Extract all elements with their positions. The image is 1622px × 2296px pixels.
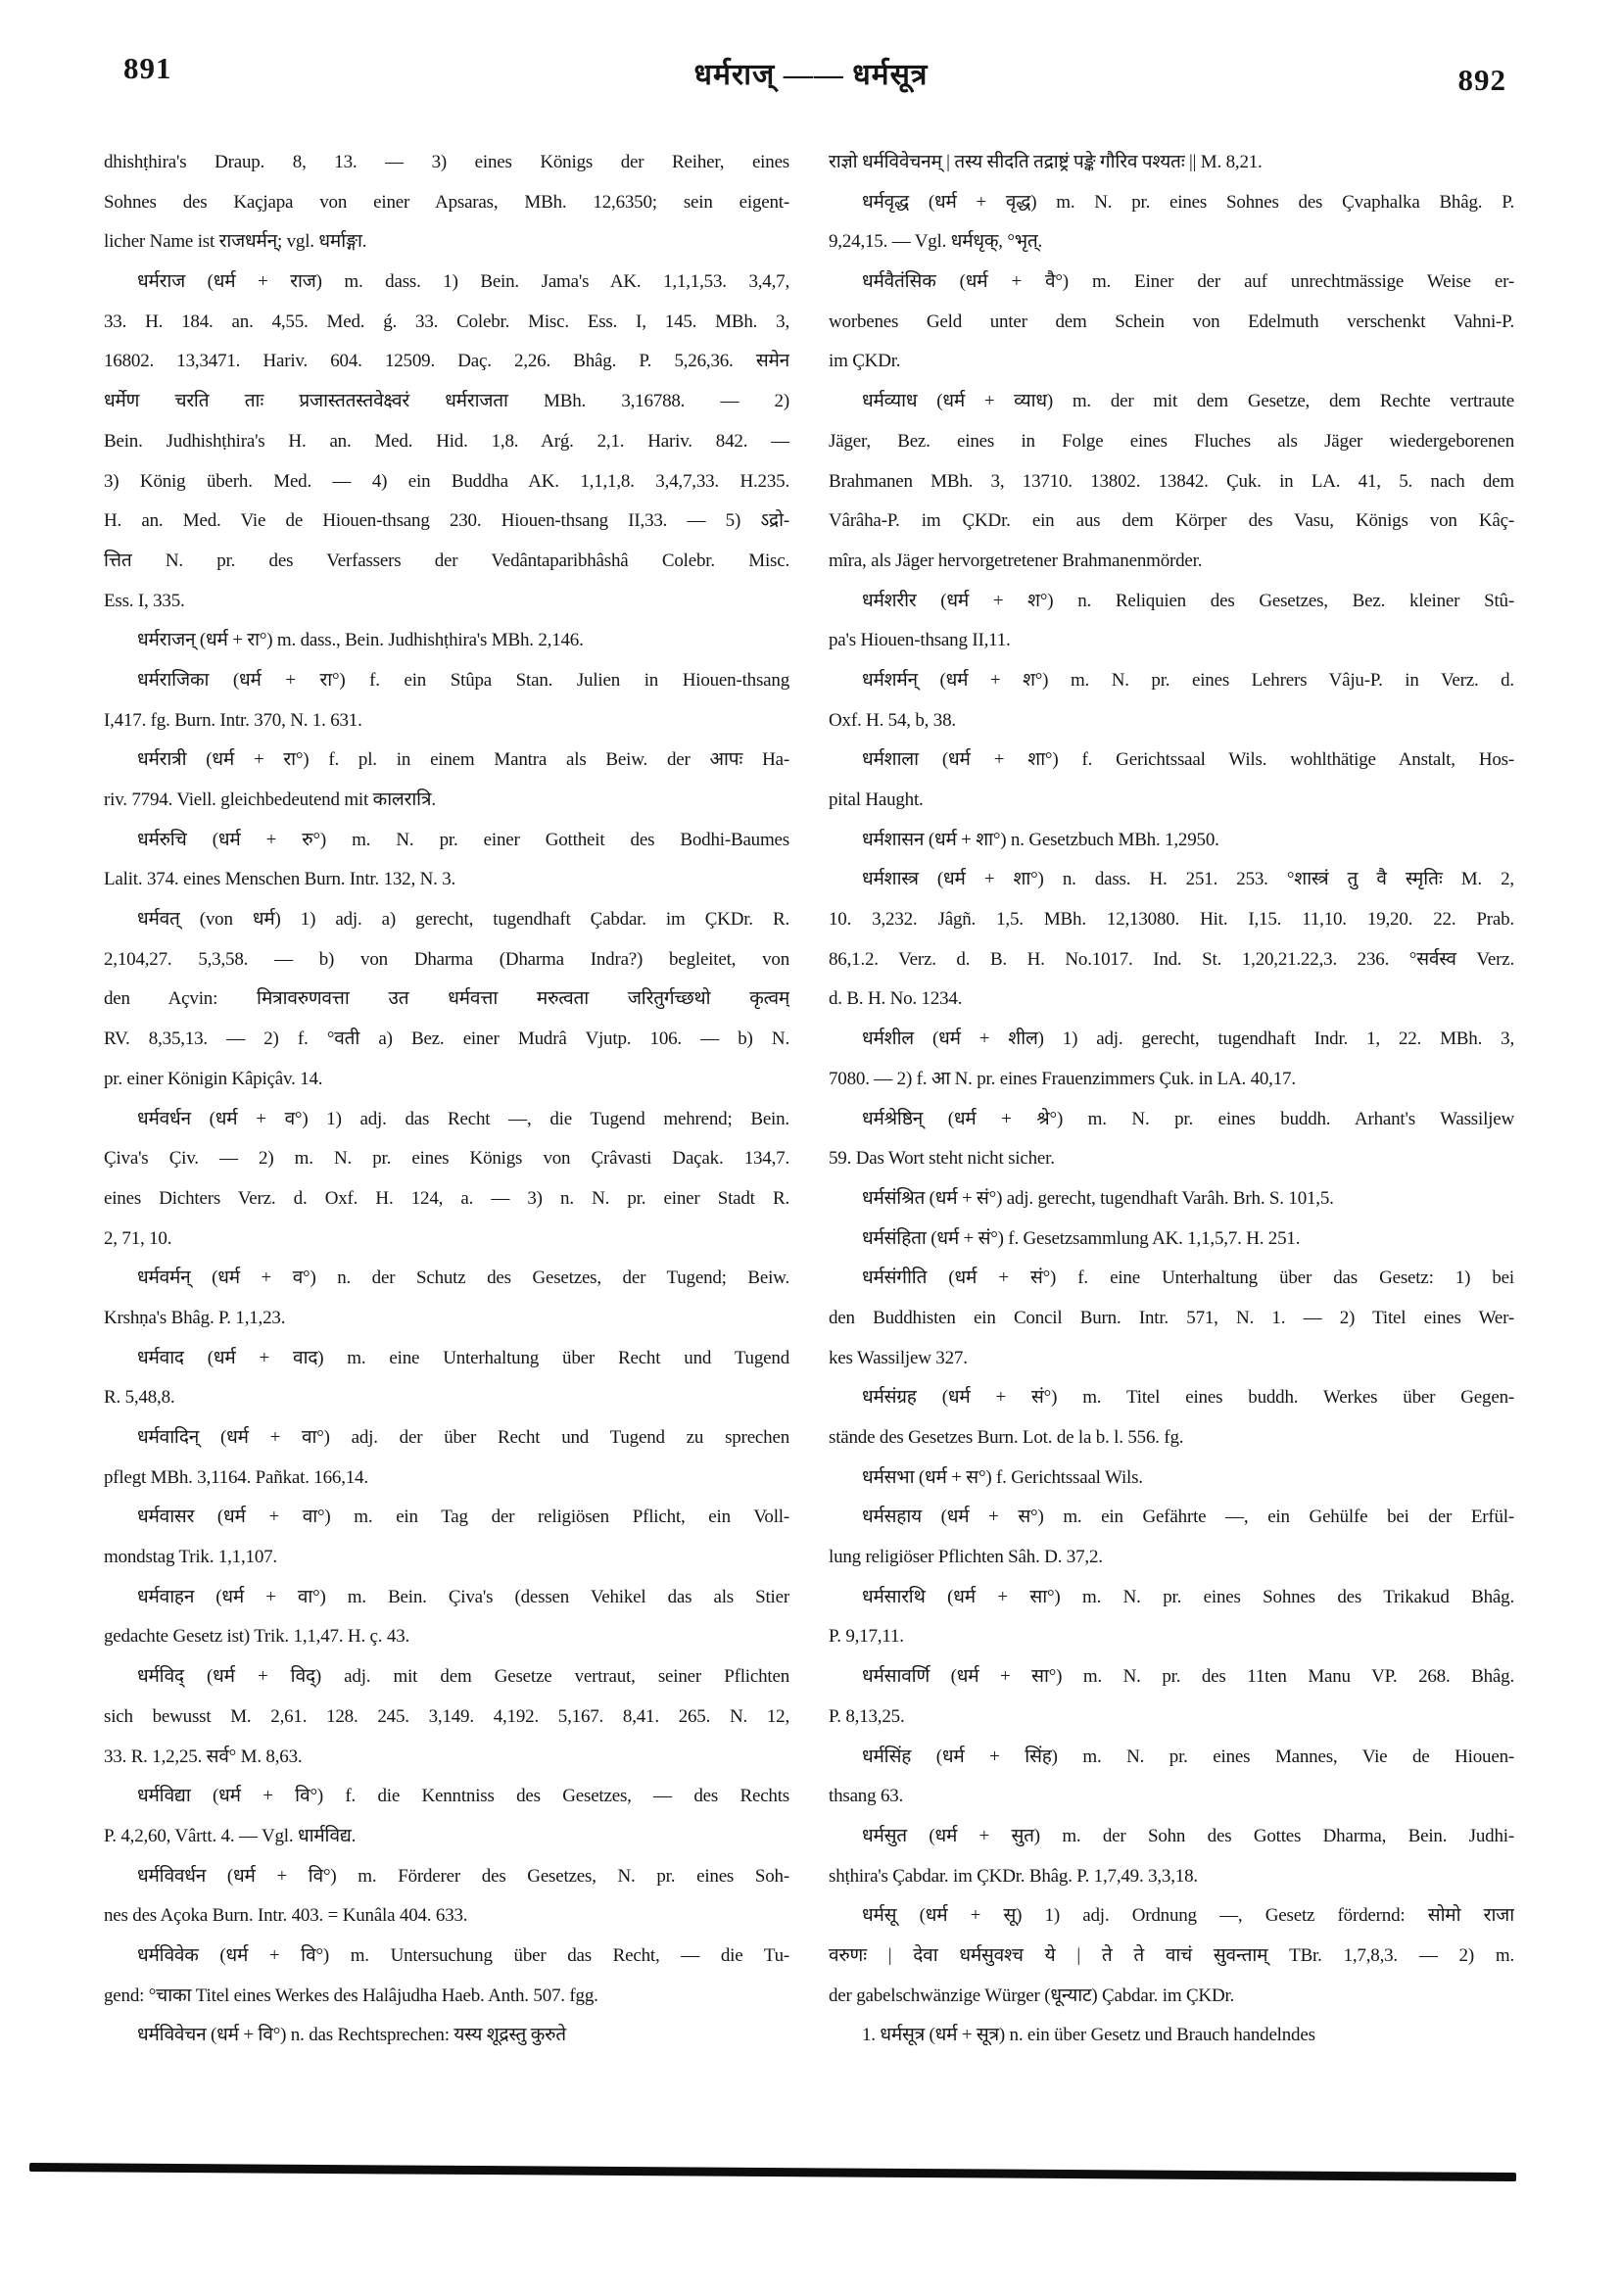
text-line: धर्मवाद (धर्म + वाद) m. eine Unterhaltung über Recht und Tugend	[137, 1347, 789, 1368]
text-line: pa's Hiouen-thsang II,11.	[829, 630, 1011, 651]
text-line: राज्ञो धर्मविवेचनम् | तस्य सीदति तद्राष्ट्रं पङ्के गौरिव पश्यतः || M. 8,21.	[829, 152, 1263, 172]
text-line: dhishṭhira's Draup. 8, 13. — 3) eines Königs der Reiher, eines	[104, 152, 789, 172]
text-line: धर्मसंगीति (धर्म + सं°) f. eine Unterhaltung über das Gesetz: 1) bei	[862, 1268, 1514, 1289]
text-line: धर्मराजन् (धर्म + रा°) m. dass., Bein. Judhishṭhira's MBh. 2,146.	[137, 630, 584, 651]
text-line: den Açvin: मित्रावरुणवत्ता उत धर्मवत्ता मरुत्वता जरितुर्गच्छथो कृत्वम्	[104, 988, 789, 1010]
text-line: I,417. fg. Burn. Intr. 370, N. 1. 631.	[104, 709, 362, 731]
text-line: धर्मवाहन (धर्म + वा°) m. Bein. Çiva's (dessen Vehikel das als Stier	[137, 1586, 789, 1607]
text-line: धर्मविवेचन (धर्म + वि°) n. das Rechtsprechen: यस्य शूद्रस्तु कुरुते	[137, 2025, 566, 2046]
text-line: lung religiöser Pflichten Sâh. D. 37,2.	[829, 1547, 1103, 1568]
text-line: धर्मशर्मन् (धर्म + श°) m. N. pr. eines Lehrers Vâju-P. in Verz. d.	[862, 669, 1514, 691]
text-line: Çiva's Çiv. — 2) m. N. pr. eines Königs von Çrâvasti Daçak. 134,7.	[104, 1148, 789, 1170]
text-line: 7080. — 2) f. आ N. pr. eines Frauenzimmers Çuk. in LA. 40,17.	[829, 1068, 1296, 1089]
text-line: धर्मव्याध (धर्म + व्याध) m. der mit dem Gesetze, dem Rechte vertraute	[862, 391, 1514, 412]
text-line: 59. Das Wort steht nicht sicher.	[829, 1148, 1055, 1170]
text-line: धर्मेण चरति ताः प्रजास्ततस्तवेक्ष्वरं धर्मराजता MBh. 3,16788. — 2)	[104, 391, 789, 412]
text-line: sich bewusst M. 2,61. 128. 245. 3,149. 4,192. 5,167. 8,41. 265. N. 12,	[104, 1705, 789, 1727]
text-line: eines Dichters Verz. d. Oxf. H. 124, a. — 3) n. N. pr. einer Stadt R.	[104, 1187, 789, 1209]
text-line: P. 9,17,11.	[829, 1626, 904, 1648]
text-line: धर्मसभा (धर्म + स°) f. Gerichtssaal Wils.	[862, 1466, 1143, 1488]
text-line: d. B. H. No. 1234.	[829, 988, 963, 1010]
text-line: धर्मविवर्धन (धर्म + वि°) m. Förderer des Gesetzes, N. pr. eines Soh-	[137, 1865, 789, 1887]
text-line: 3) König überh. Med. — 4) ein Buddha AK. 1,1,1,8. 3,4,7,33. H.235.	[104, 470, 789, 492]
page-number-left: 891	[123, 51, 172, 85]
text-line: shṭhira's Çabdar. im ÇKDr. Bhâg. P. 1,7,49. 3,3,18.	[829, 1865, 1198, 1887]
text-line: 33. R. 1,2,25. सर्व° M. 8,63.	[104, 1746, 303, 1767]
text-line: धर्मराज (धर्म + राज) m. dass. 1) Bein. Jama's AK. 1,1,1,53. 3,4,7,	[137, 271, 789, 293]
text-line: stände des Gesetzes Burn. Lot. de la b. l. 556. fg.	[829, 1427, 1184, 1448]
text-line: Lalit. 374. eines Menschen Burn. Intr. 132, N. 3.	[104, 869, 456, 890]
bottom-rule	[29, 2163, 1516, 2181]
text-body	[104, 143, 1514, 2056]
text-line: धर्मसारथि (धर्म + सा°) m. N. pr. eines Sohnes des Trikakud Bhâg.	[862, 1586, 1514, 1607]
text-line: der gabelschwänzige Würger (धून्याट) Çabdar. im ÇKDr.	[829, 1985, 1235, 2006]
text-line: धर्मवत् (von धर्म) 1) adj. a) gerecht, tugendhaft Çabdar. im ÇKDr. R.	[137, 909, 789, 931]
text-line: 1. धर्मसूत्र (धर्म + सूत्र) n. ein über Gesetz und Brauch handelndes	[862, 2025, 1315, 2046]
text-line: Bein. Judhishṭhira's H. an. Med. Hid. 1,8. Arǵ. 2,1. Hariv. 842. —	[104, 430, 789, 452]
text-line: H. an. Med. Vie de Hiouen-thsang 230. Hiouen-thsang II,33. — 5) ऽद्रो-	[104, 510, 789, 532]
text-line: RV. 8,35,13. — 2) f. °वती a) Bez. einer Mudrâ Vjutp. 106. — b) N.	[104, 1028, 789, 1050]
text-line: mîra, als Jäger hervorgetretener Brahmanenmörder.	[829, 550, 1203, 571]
text-line: धर्मवादिन् (धर्म + वा°) adj. der über Recht und Tugend zu sprechen	[137, 1427, 789, 1448]
text-line: धर्मसंग्रह (धर्म + सं°) m. Titel eines buddh. Werkes über Gegen-	[862, 1387, 1514, 1409]
text-line: धर्मरात्री (धर्म + रा°) f. pl. in einem Mantra als Beiw. der आपः Ha-	[137, 749, 789, 771]
running-head-title: धर्मराज् —— धर्मसूत्र	[693, 59, 929, 91]
text-line: धर्मसहाय (धर्म + स°) m. ein Gefährte —, ein Gehülfe bei der Erfül-	[862, 1507, 1514, 1528]
text-line: धर्मविद्या (धर्म + वि°) f. die Kenntniss des Gesetzes, — des Rechts	[137, 1786, 789, 1807]
text-line: धर्मशरीर (धर्म + श°) n. Reliquien des Gesetzes, Bez. kleiner Stû-	[862, 590, 1514, 611]
text-line: im ÇKDr.	[829, 351, 901, 372]
text-line: त्तित N. pr. des Verfassers der Vedântaparibhâshâ Colebr. Misc.	[104, 550, 789, 571]
right-column	[829, 143, 1514, 2056]
text-line: mondstag Trik. 1,1,107.	[104, 1547, 277, 1568]
text-line: Jäger, Bez. eines in Folge eines Fluches als Jäger wiedergeborenen	[829, 430, 1514, 452]
text-line: Vârâha-P. im ÇKDr. ein aus dem Körper des Vasu, Königs von Kâç-	[829, 510, 1514, 532]
text-line: 33. H. 184. an. 4,55. Med. ǵ. 33. Colebr. Misc. Ess. I, 145. MBh. 3,	[104, 311, 789, 332]
text-line: licher Name ist राजधर्मन्; vgl. धर्माङ्गा.	[104, 231, 367, 253]
text-line: Oxf. H. 54, b, 38.	[829, 709, 956, 731]
text-line: kes Wassiljew 327.	[829, 1347, 968, 1368]
text-line: धर्मवैतंसिक (धर्म + वै°) m. Einer der auf unrechtmässige Weise er-	[862, 271, 1514, 293]
text-line: धर्मवासर (धर्म + वा°) m. ein Tag der religiösen Pflicht, ein Voll-	[137, 1507, 789, 1528]
text-line: धर्मसंहिता (धर्म + सं°) f. Gesetzsammlung AK. 1,1,5,7. H. 251.	[862, 1227, 1301, 1249]
text-line: धर्मशास्त्र (धर्म + शा°) n. dass. H. 251. 253. °शास्त्रं तु वै स्मृतिः M. 2,	[862, 869, 1514, 890]
text-line: thsang 63.	[829, 1786, 904, 1807]
text-line: धर्मश्रेष्ठिन् (धर्म + श्रे°) m. N. pr. eines buddh. Arhant's Wassiljew	[862, 1108, 1514, 1129]
text-line: धर्मसिंह (धर्म + सिंह) m. N. pr. eines Mannes, Vie de Hiouen-	[862, 1746, 1514, 1767]
text-line: 2,104,27. 5,3,58. — b) von Dharma (Dharma Indra?) begleitet, von	[104, 948, 789, 970]
text-line: nes des Açoka Burn. Intr. 403. = Kunâla 404. 633.	[104, 1905, 468, 1927]
text-line: worbenes Geld unter dem Schein von Edelmuth verschenkt Vahni-P.	[829, 311, 1514, 332]
text-line: धर्मराजिका (धर्म + रा°) f. ein Stûpa Stan. Julien in Hiouen-thsang	[137, 669, 789, 691]
text-line: den Buddhisten ein Concil Burn. Intr. 571, N. 1. — 2) Titel eines Wer-	[829, 1307, 1514, 1328]
text-line: 16802. 13,3471. Hariv. 604. 12509. Daç. 2,26. Bhâg. P. 5,26,36. समेन	[104, 351, 789, 372]
text-line: riv. 7794. Viell. gleichbedeutend mit कालरात्रि.	[104, 789, 436, 810]
text-line: pr. einer Königin Kâpiçâv. 14.	[104, 1068, 323, 1089]
text-line: वरुणः | देवा धर्मसुवश्च ये | ते ते वाचं सुवन्ताम् TBr. 1,7,8,3. — 2) m.	[829, 1944, 1514, 1966]
text-line: P. 4,2,60, Vârtt. 4. — Vgl. धार्मविद्य.	[104, 1825, 357, 1846]
text-line: Ess. I, 335.	[104, 590, 185, 611]
text-line: धर्मसू (धर्म + सू) 1) adj. Ordnung —, Gesetz fördernd: सोमो राजा	[862, 1905, 1514, 1927]
text-line: P. 8,13,25.	[829, 1705, 905, 1727]
text-line: धर्मरुचि (धर्म + रु°) m. N. pr. einer Gottheit des Bodhi-Baumes	[137, 829, 789, 850]
text-line: धर्मसुत (धर्म + सुत) m. der Sohn des Gottes Dharma, Bein. Judhi-	[862, 1825, 1514, 1846]
text-line: धर्मविवेक (धर्म + वि°) m. Untersuchung über das Recht, — die Tu-	[137, 1944, 789, 1966]
text-line: pital Haught.	[829, 789, 924, 810]
text-line: धर्मवर्धन (धर्म + व°) 1) adj. das Recht —, die Tugend mehrend; Bein.	[137, 1108, 789, 1129]
text-line: धर्मवृद्ध (धर्म + वृद्ध) m. N. pr. eines Sohnes des Çvaphalka Bhâg. P.	[862, 191, 1514, 213]
text-line: धर्मविद् (धर्म + विद्) adj. mit dem Gesetze vertraut, seiner Pflichten	[137, 1666, 789, 1688]
text-line: 2, 71, 10.	[104, 1227, 172, 1249]
text-line: Sohnes des Kaçjapa von einer Apsaras, MBh. 12,6350; sein eigent-	[104, 191, 789, 213]
text-line: 86,1.2. Verz. d. B. H. No.1017. Ind. St. 1,20,21.22,3. 236. °सर्वस्व Verz.	[829, 948, 1514, 970]
text-line: धर्मशील (धर्म + शील) 1) adj. gerecht, tugendhaft Indr. 1, 22. MBh. 3,	[862, 1028, 1514, 1050]
text-line: धर्मवर्मन् (धर्म + व°) n. der Schutz des Gesetzes, der Tugend; Beiw.	[137, 1268, 789, 1289]
text-line: R. 5,48,8.	[104, 1387, 175, 1409]
text-line: gedachte Gesetz ist) Trik. 1,1,47. H. ç. 43.	[104, 1626, 410, 1648]
text-line: 10. 3,232. Jâgñ. 1,5. MBh. 12,13080. Hit. I,15. 11,10. 19,20. 22. Prab.	[829, 909, 1514, 931]
text-line: धर्मशासन (धर्म + शा°) n. Gesetzbuch MBh. 1,2950.	[862, 829, 1219, 850]
text-line: Krshṇa's Bhâg. P. 1,1,23.	[104, 1307, 286, 1328]
text-line: 9,24,15. — Vgl. धर्मधृक्, °भृत्.	[829, 231, 1043, 253]
text-line: धर्मशाला (धर्म + शा°) f. Gerichtssaal Wils. wohlthätige Anstalt, Hos-	[862, 749, 1514, 771]
text-line: धर्मसावर्णि (धर्म + सा°) m. N. pr. des 11ten Manu VP. 268. Bhâg.	[862, 1666, 1514, 1688]
text-line: Brahmanen MBh. 3, 13710. 13802. 13842. Çuk. in LA. 41, 5. nach dem	[829, 470, 1514, 492]
left-column	[104, 143, 789, 2056]
text-line: धर्मसंश्रित (धर्म + सं°) adj. gerecht, tugendhaft Varâh. Brh. S. 101,5.	[862, 1187, 1334, 1209]
text-line: gend: °चाका Titel eines Werkes des Halâjudha Haeb. Anth. 507. fgg.	[104, 1985, 598, 2006]
text-line: pflegt MBh. 3,1164. Pañkat. 166,14.	[104, 1466, 368, 1488]
page-number-right: 892	[1457, 63, 1506, 97]
